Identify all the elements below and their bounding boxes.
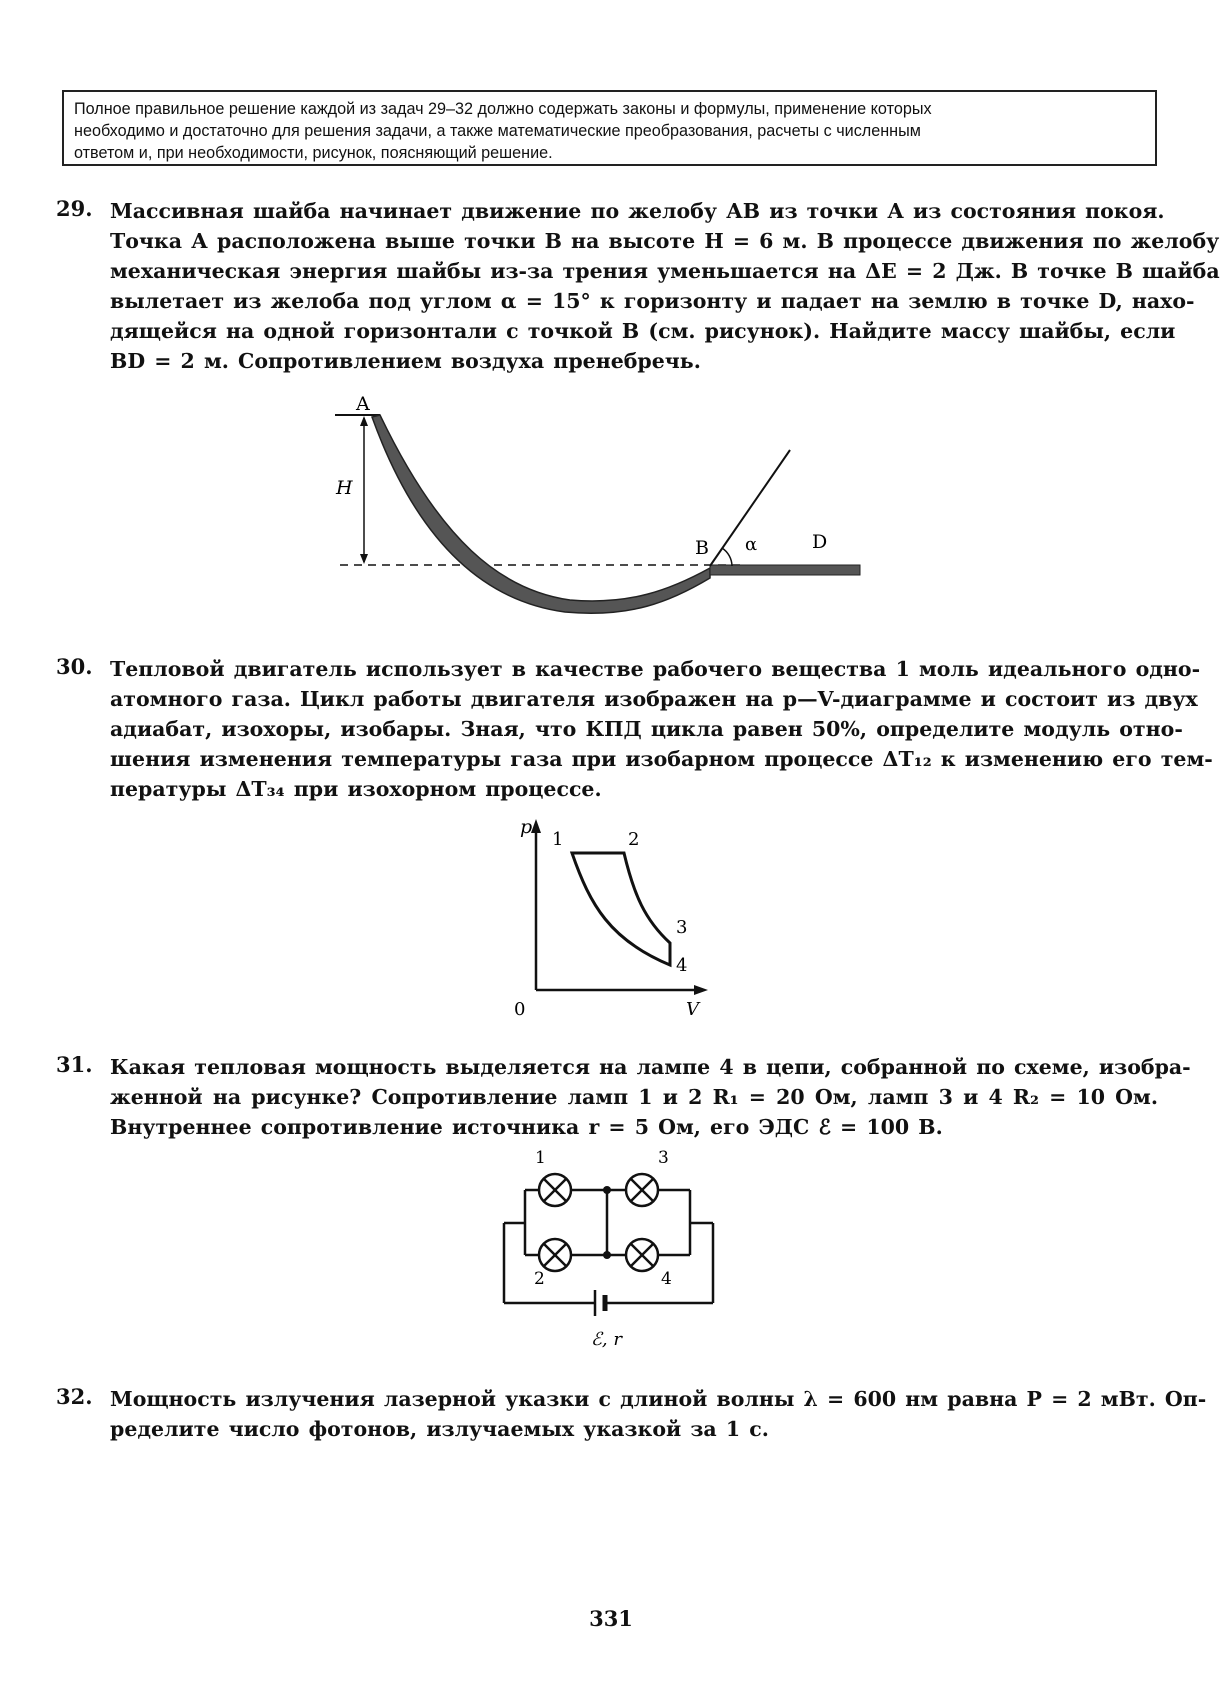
lamp-1 — [539, 1174, 571, 1206]
source-label: ℰ, r — [591, 1329, 622, 1350]
arrow-head-down — [360, 554, 368, 564]
arrow-head-up — [360, 416, 368, 426]
problem-number: 30. — [56, 654, 93, 679]
p-axis-arrow — [531, 819, 541, 833]
label-p: p — [520, 816, 533, 838]
instruction-box — [62, 90, 1157, 166]
point-1: 1 — [552, 829, 564, 850]
label-A: A — [356, 393, 370, 415]
problem-text — [110, 654, 1213, 804]
ground-strip — [710, 565, 860, 575]
lamp-3 — [626, 1174, 658, 1206]
page-number: 331 — [589, 1606, 633, 1631]
lamp-4-label: 4 — [661, 1269, 672, 1289]
text-line: атомного газа. Цикл работы двигателя изображен на p—V-диаграмме и состоит из двух — [110, 687, 1198, 711]
text-line: адиабат, изохоры, изобары. Зная, что КПД цикла равен 50%, определите модуль отно- — [110, 717, 1183, 741]
lamp-2-label: 2 — [534, 1269, 545, 1289]
label-B: B — [695, 537, 709, 559]
instruction-line: Полное правильное решение каждой из задач 29–32 должно содержать законы и формулы, применение которых — [74, 100, 932, 118]
point-3: 3 — [676, 917, 688, 938]
problem-text — [110, 1384, 1207, 1444]
trough-shape — [372, 415, 710, 613]
problem-number: 29. — [56, 196, 93, 221]
text-line: Какая тепловая мощность выделяется на лампе 4 в цепи, собранной по схеме, изобра- — [110, 1055, 1191, 1079]
angle-arc — [722, 548, 732, 566]
point-2: 2 — [628, 829, 640, 850]
label-origin: 0 — [514, 999, 526, 1020]
instruction-line: ответом и, при необходимости, рисунок, поясняющий решение. — [74, 144, 553, 162]
lamp-3-label: 3 — [658, 1148, 669, 1168]
text-line: Массивная шайба начинает движение по желобу АВ из точки А из состояния покоя. — [110, 199, 1165, 223]
lamp-4 — [626, 1239, 658, 1271]
text-line: шения изменения температуры газа при изобарном процессе ΔT₁₂ к изменению его тем- — [110, 747, 1213, 771]
text-line: Тепловой двигатель использует в качестве рабочего вещества 1 моль идеального одно- — [110, 657, 1201, 681]
instruction-line: необходимо и достаточно для решения задачи, а также математические преобразования, расчеты с численным — [74, 122, 921, 140]
lamp-1-label: 1 — [535, 1148, 546, 1168]
junction-top — [603, 1186, 611, 1194]
label-v: V — [686, 999, 699, 1020]
text-line: механическая энергия шайбы из-за трения уменьшается на ΔE = 2 Дж. В точке В шайба — [110, 259, 1220, 283]
text-line: женной на рисунке? Сопротивление ламп 1 и 2 R₁ = 20 Ом, ламп 3 и 4 R₂ = 10 Ом. — [110, 1085, 1158, 1109]
text-line: BD = 2 м. Сопротивлением воздуха пренебречь. — [110, 349, 701, 373]
problem-number: 31. — [56, 1052, 93, 1077]
pv-diagram — [500, 815, 740, 1025]
point-4: 4 — [676, 955, 688, 976]
label-alpha: α — [745, 534, 758, 555]
text-line: пературы ΔT₃₄ при изохорном процессе. — [110, 777, 602, 801]
cycle-curve — [572, 853, 670, 965]
problem-29 — [56, 196, 1220, 376]
trough-figure — [300, 390, 900, 630]
problem-32 — [56, 1384, 1207, 1444]
text-line: ределите число фотонов, излучаемых указкой за 1 с. — [110, 1417, 769, 1441]
label-H: H — [336, 477, 353, 499]
v-axis-arrow — [694, 985, 708, 995]
text-line: дящейся на одной горизонтали с точкой В (см. рисунок). Найдите массу шайбы, если — [110, 319, 1176, 343]
text-line: Внутреннее сопротивление источника r = 5 Ом, его ЭДС ℰ = 100 В. — [110, 1115, 943, 1139]
problem-number: 32. — [56, 1384, 93, 1409]
text-line: Точка А расположена выше точки В на высоте H = 6 м. В процессе движения по желобу — [110, 229, 1220, 253]
text-line: Мощность излучения лазерной указки с длиной волны λ = 600 нм равна P = 2 мВт. Оп- — [110, 1387, 1207, 1411]
junction-bottom — [603, 1251, 611, 1259]
problem-31 — [56, 1052, 1191, 1142]
problem-30 — [56, 654, 1213, 804]
circuit-diagram — [495, 1145, 735, 1355]
problem-text — [110, 1052, 1191, 1142]
text-line: вылетает из желоба под углом α = 15° к горизонту и падает на землю в точке D, нахо- — [110, 289, 1195, 313]
lamp-2 — [539, 1239, 571, 1271]
problem-text — [110, 196, 1220, 376]
label-D: D — [812, 531, 828, 553]
